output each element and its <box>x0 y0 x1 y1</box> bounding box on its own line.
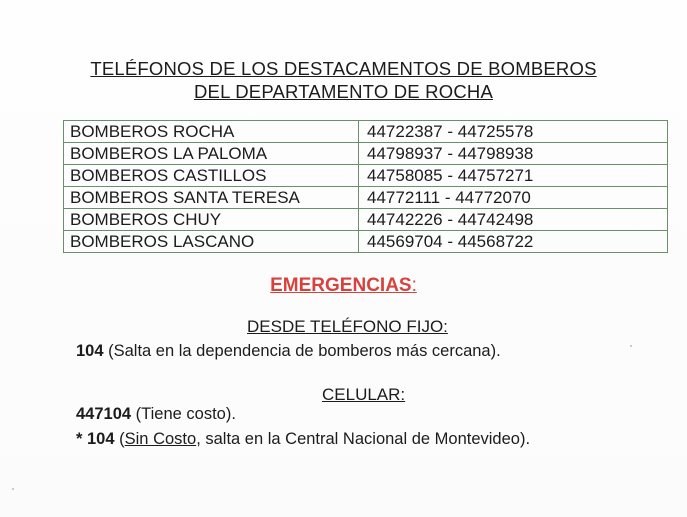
mobile-free-number: * 104 <box>76 430 115 448</box>
landline-instruction <box>76 342 501 361</box>
mobile-free-instruction <box>76 430 530 449</box>
station-row <box>64 187 668 209</box>
landline-note: (Salta en la dependencia de bomberos más cercana). <box>103 342 501 360</box>
station-row <box>64 165 668 187</box>
mobile-free-note: , salta en la Central Nacional de Montevideo). <box>196 430 531 448</box>
station-row <box>64 209 668 231</box>
station-row <box>64 143 668 165</box>
landline-number: 104 <box>76 342 104 360</box>
document-title-line-2: DEL DEPARTAMENTO DE ROCHA <box>194 81 493 102</box>
station-phone-numbers: 44722387 - 44725578 <box>359 121 668 143</box>
mobile-free-underlined: Sin Costo <box>124 430 197 448</box>
mobile-free-open-paren: ( <box>114 430 125 448</box>
station-phone-numbers: 44569704 - 44568722 <box>359 231 668 253</box>
emergencias-colon: : <box>411 275 417 296</box>
mobile-heading: CELULAR: <box>322 385 406 404</box>
station-name: BOMBEROS SANTA TERESA <box>64 187 359 209</box>
station-row <box>64 231 668 253</box>
station-phone-numbers: 44772111 - 44772070 <box>359 187 668 209</box>
station-phone-numbers: 44758085 - 44757271 <box>359 165 668 187</box>
station-name: BOMBEROS LA PALOMA <box>64 143 359 165</box>
scan-speck <box>630 345 632 347</box>
emergencias-heading <box>0 275 687 297</box>
station-phone-numbers: 44798937 - 44798938 <box>359 143 668 165</box>
station-phone-numbers: 44742226 - 44742498 <box>359 209 668 231</box>
station-name: BOMBEROS CHUY <box>64 209 359 231</box>
landline-heading: DESDE TELÉFONO FIJO: <box>247 317 448 336</box>
mobile-paid-instruction <box>76 405 236 424</box>
document-title-line-1: TELÉFONOS DE LOS DESTACAMENTOS DE BOMBEROS <box>90 58 597 79</box>
emergencias-heading-text: EMERGENCIAS <box>270 275 412 296</box>
station-name: BOMBEROS CASTILLOS <box>64 165 359 187</box>
scan-speck <box>12 488 14 490</box>
mobile-paid-number: 447104 <box>76 405 132 423</box>
station-name: BOMBEROS ROCHA <box>64 121 359 143</box>
station-name: BOMBEROS LASCANO <box>64 231 359 253</box>
mobile-paid-note: (Tiene costo). <box>131 405 236 423</box>
fire-stations-table-body <box>64 121 668 253</box>
fire-stations-table <box>63 120 668 253</box>
station-row <box>64 121 668 143</box>
